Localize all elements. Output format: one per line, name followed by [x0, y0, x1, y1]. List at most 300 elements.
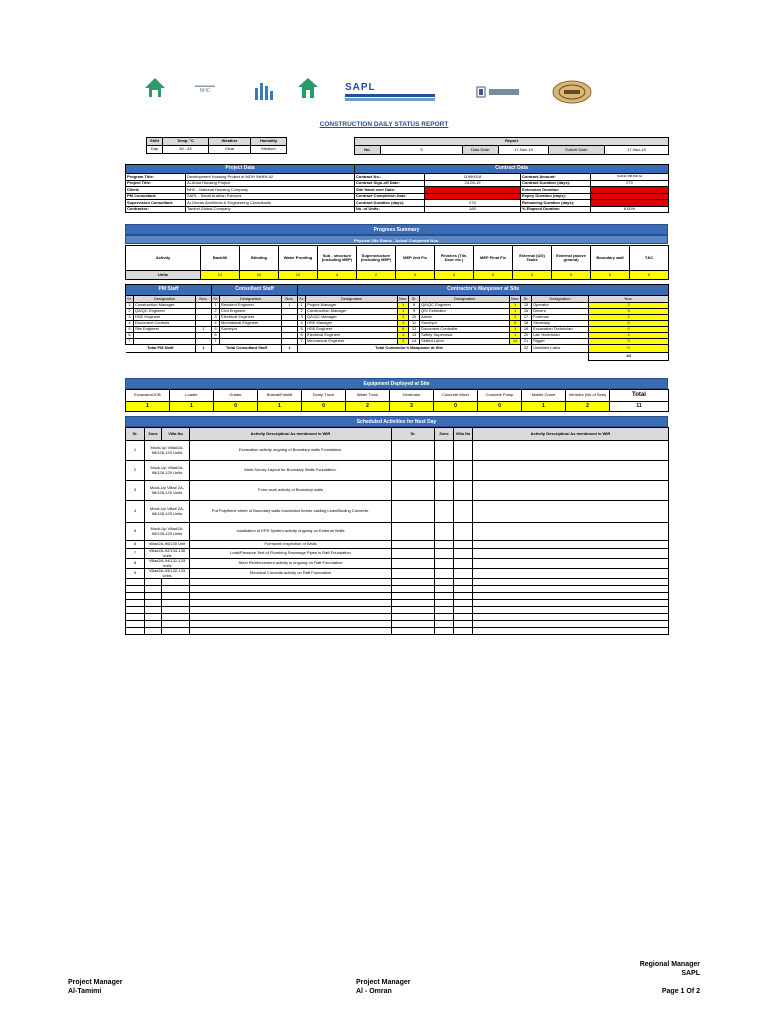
condition-value: Clear	[209, 146, 251, 154]
manpower-designation: Surveyor	[420, 321, 510, 327]
signature-right	[620, 960, 700, 979]
progress-activity: External (above ground)	[552, 246, 591, 271]
manpower-count: 1	[510, 309, 521, 315]
manpower-sr: 6	[212, 333, 220, 339]
manpower-designation: Electrical Engineer	[220, 315, 282, 321]
submit-date-value: 17-Nov-19	[605, 146, 669, 155]
manpower-sr: 2	[212, 309, 220, 315]
sr-header: Sr.	[213, 295, 218, 301]
scheduled-column-header: Activity Description/ As mentioned in WIR	[190, 428, 392, 441]
manpower-sr: 20	[521, 333, 532, 339]
manpower-count: 2	[589, 315, 669, 321]
nos-header: Nos.	[399, 295, 408, 301]
scheduled-blank	[392, 628, 435, 635]
equipment-type: Loader	[170, 390, 214, 402]
manpower-count: 1	[282, 303, 298, 309]
scheduled-sr: 1	[126, 441, 145, 461]
scheduled-row	[126, 441, 669, 461]
scheduled-blank	[145, 628, 162, 635]
scheduled-sr: 7	[126, 549, 145, 559]
designation-header: Designation	[306, 296, 398, 303]
progress-value: 0	[396, 271, 435, 280]
manpower-sr: 19	[521, 327, 532, 333]
activity-label: Activity	[126, 246, 201, 271]
contract-field-value: 180	[425, 206, 521, 213]
scheduled-blank	[435, 569, 454, 579]
project-field-value: Al-Ahsa Housing Project	[186, 180, 355, 187]
total-contractor-label: Total Contractor's Manpower at Site	[298, 345, 521, 353]
manpower-designation: Excavation Technician	[532, 327, 589, 333]
scheduled-blank	[454, 541, 473, 549]
scheduled-blank	[454, 441, 473, 461]
manpower-sr: 1	[298, 303, 306, 309]
scheduled-empty-row	[126, 593, 669, 600]
manpower-count: 2	[510, 321, 521, 327]
scheduled-blank	[454, 600, 473, 607]
manpower-count: 1	[398, 315, 409, 321]
sr-header: Sr.	[127, 295, 132, 301]
contract-data-title: Contract Data	[355, 165, 669, 174]
equipment-type: Mobile Crane	[522, 390, 566, 402]
manpower-sr: 6	[298, 333, 306, 339]
manpower-sr: 7	[298, 339, 306, 345]
manpower-designation: Surveyor	[220, 327, 282, 333]
signature-org: SAPL	[681, 970, 700, 978]
scheduled-blank	[126, 586, 145, 593]
project-field-value: Development Housing Project of MOH /NHFA #2	[186, 174, 355, 181]
scheduled-blank	[454, 621, 473, 628]
scheduled-activity: Mark Survey Layout for Boundary Walls Foundation.	[190, 461, 392, 481]
scheduled-empty-row	[126, 628, 669, 635]
scheduled-empty-row	[126, 614, 669, 621]
scheduled-blank	[162, 628, 190, 635]
nos-header: Nos.	[589, 296, 669, 303]
contract-field-label: Contract Duration (days):	[521, 180, 591, 187]
nos-header: Nos.	[282, 296, 298, 303]
manpower-count: 1	[510, 327, 521, 333]
progress-activity: Finishes (Tile, Door etc.)	[435, 246, 474, 271]
scheduled-blank	[392, 600, 435, 607]
scheduled-row	[126, 501, 669, 523]
project-field-label: Supervision Consultant:	[126, 200, 186, 207]
scheduled-column-header: Sr.	[392, 428, 435, 441]
progress-summary-subtitle: Physical Site Status - Actual Completed Nos.	[125, 235, 668, 244]
scheduled-blank	[454, 523, 473, 541]
equipment-type: Bobcat/Forklift	[258, 390, 302, 402]
manpower-sr: 5	[126, 327, 134, 333]
scheduled-blank	[392, 593, 435, 600]
manpower-sr: 7	[126, 339, 134, 345]
manpower-designation: Secretary	[532, 321, 589, 327]
development-housing-logo-icon	[290, 72, 326, 104]
manpower-count: 1	[398, 321, 409, 327]
scheduled-empty-row	[126, 600, 669, 607]
project-field-value: SAPL - Saudi Arabian Parsons	[186, 193, 355, 200]
scheduled-blank	[392, 559, 435, 569]
progress-value: 10	[279, 271, 318, 280]
condition-value: 30 - 45	[163, 146, 209, 154]
equipment-count: 3	[390, 402, 434, 412]
scheduled-blank	[190, 607, 392, 614]
manpower-sr: 22	[521, 345, 532, 353]
manpower-designation: Construction Manager	[306, 309, 398, 315]
equipment-count: 1	[170, 402, 214, 412]
scheduled-column-header: Zone	[145, 428, 162, 441]
scheduled-column-header: Villa No	[454, 428, 473, 441]
scheduled-blank	[190, 621, 392, 628]
manpower-designation: Document Controller	[420, 327, 510, 333]
nos-header: Nos.	[196, 296, 212, 303]
scheduled-blank	[435, 461, 454, 481]
manpower-sr: 18	[521, 321, 532, 327]
scheduled-empty-row	[126, 579, 669, 586]
sapl-logo-icon: SAPL	[345, 80, 440, 102]
manpower-sr: 11	[409, 321, 420, 327]
scheduled-blank	[473, 579, 669, 586]
progress-value: 10	[240, 271, 279, 280]
scheduled-blank	[145, 586, 162, 593]
scheduled-table	[125, 427, 669, 635]
scheduled-blank	[162, 614, 190, 621]
scheduled-blank	[190, 614, 392, 621]
signature-org: Al - Omran	[356, 988, 392, 996]
scheduled-blank	[190, 579, 392, 586]
scheduled-villa: Mock-Up Villa# 2A-98/128-129 Units	[145, 501, 190, 523]
pm-staff-title: PM Staff	[126, 285, 212, 296]
manpower-sr: 12	[409, 327, 420, 333]
progress-activity: Superstructure (including MEP)	[357, 246, 396, 271]
scheduled-blank	[435, 628, 454, 635]
scheduled-blank	[126, 607, 145, 614]
manpower-designation: HSE Engineer	[306, 327, 398, 333]
manpower-designation: Document Controls	[134, 321, 196, 327]
site-conditions-table	[146, 137, 287, 154]
scheduled-blank	[454, 501, 473, 523]
scheduled-blank	[392, 549, 435, 559]
progress-value: 0	[474, 271, 513, 280]
equipment-type: Generator	[390, 390, 434, 402]
scheduled-blank	[126, 579, 145, 586]
scheduled-blank	[392, 461, 435, 481]
manpower-designation: Skilled Labor	[420, 339, 510, 345]
scheduled-blank	[126, 614, 145, 621]
scheduled-villa: Mock-Up Villa# 2A-98/128-129 Units	[145, 481, 190, 501]
equipment-total-value: 11	[610, 402, 669, 412]
scheduled-blank	[392, 569, 435, 579]
scheduled-blank	[435, 441, 454, 461]
contract-field-value: 11990018	[425, 174, 521, 181]
scheduled-villa: Mock-Up Villa#2A-98/128-129 Units	[145, 523, 190, 541]
contract-field-label: Contract Duration (days):	[355, 200, 425, 207]
scheduled-villa: Mock-Up Villa#2A-98/128-129 Units	[145, 441, 190, 461]
scheduled-blank	[454, 549, 473, 559]
scheduled-activity: Excavation activity ongoing of Boundary walls Foundation.	[190, 441, 392, 461]
scheduled-blank	[473, 586, 669, 593]
progress-activity: MEP Final Fix	[474, 246, 513, 271]
scheduled-blank	[473, 559, 669, 569]
scheduled-blank	[392, 501, 435, 523]
scheduled-blank	[126, 628, 145, 635]
scheduled-villa: Villa#2A-92/134-136 Units	[145, 549, 190, 559]
scheduled-row	[126, 541, 669, 549]
scheduled-blank	[435, 593, 454, 600]
manpower-count: 0	[398, 327, 409, 333]
manpower-sr: 17	[521, 315, 532, 321]
scheduled-blank	[473, 549, 669, 559]
scheduled-column-header: Activity Description/ As mentioned in WIR	[473, 428, 669, 441]
manpower-designation: QA/QC Manager	[306, 315, 398, 321]
manpower-count: 1	[196, 327, 212, 333]
manpower-count: 1	[398, 309, 409, 315]
manpower-sr: 3	[212, 315, 220, 321]
manpower-sr: 10	[409, 315, 420, 321]
progress-activity: MEP 2nd Fix	[396, 246, 435, 271]
scheduled-empty-row	[126, 621, 669, 628]
equipment-count: 0	[434, 402, 478, 412]
signature-role: Regional Manager	[639, 961, 700, 968]
scheduled-blank	[126, 593, 145, 600]
scheduled-blank	[162, 621, 190, 628]
scheduled-activity: Installation of EPS System activity ongoing on External Walls	[190, 523, 392, 541]
progress-activity: T&C	[630, 246, 669, 271]
national-housing-company-logo-icon: ▬▬▬▬ NHC	[195, 82, 215, 94]
scheduled-row	[126, 559, 669, 569]
manpower-designation: Mechanical Engineer	[306, 339, 398, 345]
manpower-designation: Project Manager	[306, 303, 398, 309]
scheduled-activity: Form work activity of Boundary walls	[190, 481, 392, 501]
signature-middle	[356, 978, 410, 997]
project-data-title: Project Data	[126, 165, 355, 174]
manpower-count: 2	[589, 303, 669, 309]
manpower-sr: 3	[126, 315, 134, 321]
total-consultant-value: 1	[282, 345, 298, 353]
scheduled-villa: Villa#2A-94/132-133 Units	[145, 569, 190, 579]
condition-header: Humidity	[251, 138, 287, 146]
progress-activity: Boundary wall	[591, 246, 630, 271]
equipment-type: Excavator/JCB	[126, 390, 170, 402]
manpower-sr: 9	[409, 309, 420, 315]
contract-field-label: Extension Duration	[521, 187, 591, 194]
scheduled-row	[126, 549, 669, 559]
progress-activity: Blinding	[240, 246, 279, 271]
equipment-type: Dump Truck	[302, 390, 346, 402]
manpower-sr: 6	[126, 333, 134, 339]
manpower-designation: QA/QC Engineer	[420, 303, 510, 309]
progress-activity: Sub - structure (including MEP)	[318, 246, 357, 271]
equipment-count: 1	[258, 402, 302, 412]
signature-role: Project Manager	[356, 979, 411, 986]
scheduled-blank	[162, 586, 190, 593]
signature-left	[68, 978, 122, 997]
manpower-count: 2	[589, 333, 669, 339]
progress-value: 0	[513, 271, 552, 280]
scheduled-empty-row	[126, 607, 669, 614]
manpower-designation: Admin	[420, 315, 510, 321]
manpower-sr: 8	[409, 303, 420, 309]
equipment-count: 2	[346, 402, 390, 412]
manpower-table	[125, 284, 669, 361]
manpower-sr: 2	[298, 309, 306, 315]
manpower-sr: 1	[212, 303, 220, 309]
contract-field-label: Contract Completion Date:	[355, 193, 425, 200]
manpower-count: 14	[510, 339, 521, 345]
scheduled-blank	[435, 600, 454, 607]
scheduled-blank	[454, 559, 473, 569]
progress-activity: Water Proofing	[279, 246, 318, 271]
contract-field-label: Expiry Duration (days):	[521, 193, 591, 200]
scheduled-blank	[145, 614, 162, 621]
total-pm-label: Total PM Staff	[126, 345, 196, 353]
scheduled-blank	[454, 579, 473, 586]
scheduled-blank	[392, 523, 435, 541]
scheduled-blank	[162, 600, 190, 607]
equipment-type: Water Truck	[346, 390, 390, 402]
scheduled-column-header: Zone	[435, 428, 454, 441]
manpower-count: 0	[589, 327, 669, 333]
nos-header: Nos.	[511, 295, 520, 301]
designation-header: Designation	[532, 296, 589, 303]
scheduled-blank	[126, 600, 145, 607]
report-no-value: 5	[381, 146, 463, 155]
scheduled-blank	[435, 541, 454, 549]
scheduled-column-header: Villa No	[162, 428, 190, 441]
scheduled-blank	[162, 579, 190, 586]
condition-header: Weather	[209, 138, 251, 146]
scheduled-sr: 2	[126, 461, 145, 481]
scheduled-blank	[190, 628, 392, 635]
scheduled-blank	[392, 621, 435, 628]
scheduled-blank	[435, 614, 454, 621]
scheduled-blank	[473, 523, 669, 541]
signature-org: Al-Tamimi	[68, 988, 102, 996]
report-title: CONSTRUCTION DAILY STATUS REPORT	[319, 121, 449, 128]
manpower-designation: Unskilled Labor	[532, 345, 589, 353]
manpower-sr: 4	[212, 321, 220, 327]
equipment-count: 1	[126, 402, 170, 412]
scheduled-blank	[190, 586, 392, 593]
equipment-header: Equipment Deployed at Site	[125, 378, 668, 389]
progress-value: 0	[552, 271, 591, 280]
manpower-sr: 1	[126, 303, 134, 309]
page-number: Page 1 Of 2	[661, 988, 700, 995]
contract-field-label: Contract No.:	[355, 174, 425, 181]
scheduled-blank	[190, 593, 392, 600]
scheduled-villa: Villa#2A-94/132-133 Units	[145, 559, 190, 569]
manpower-sr: 21	[521, 339, 532, 345]
designation-header: Designation	[420, 296, 510, 303]
scheduled-row	[126, 461, 669, 481]
scheduled-blank	[162, 607, 190, 614]
scheduled-blank	[473, 481, 669, 501]
scheduled-blank	[435, 586, 454, 593]
manpower-count: 0	[589, 345, 669, 353]
equipment-count: 2	[566, 402, 610, 412]
total-contractor-value: 44	[589, 353, 669, 361]
nhc-towers-logo-icon	[250, 78, 278, 102]
equipment-count: 0	[478, 402, 522, 412]
scheduled-blank	[145, 607, 162, 614]
progress-value: 0	[630, 271, 669, 280]
scheduled-blank	[435, 607, 454, 614]
sr-header: Sr.	[409, 296, 420, 303]
scheduled-blank	[145, 600, 162, 607]
equipment-count: 0	[302, 402, 346, 412]
scheduled-blank	[435, 549, 454, 559]
manpower-sr: 5	[212, 327, 220, 333]
scheduled-row	[126, 523, 669, 541]
progress-activity: External (UG) Tanks	[513, 246, 552, 271]
scheduled-activity: Leak/Pressure Test of Plumbing Sewarage Pipes in Raft Foundation	[190, 549, 392, 559]
manpower-designation: Electrical Engineer	[306, 333, 398, 339]
contract-field-value: 8.00%	[591, 206, 669, 213]
scheduled-blank	[392, 441, 435, 461]
report-meta-table	[354, 137, 669, 155]
tamimi-seal-logo-icon	[552, 79, 592, 105]
scheduled-blank	[392, 614, 435, 621]
manpower-sr: 7	[212, 339, 220, 345]
contract-field-label: No. of Units:	[355, 206, 425, 213]
contract-field-value: SAR40,358,890.62	[591, 174, 669, 181]
manpower-designation: Rigger	[532, 339, 589, 345]
scheduled-row	[126, 569, 669, 579]
manpower-designation: HSE Manager	[306, 321, 398, 327]
progress-value: 4	[318, 271, 357, 280]
scheduled-blank	[392, 607, 435, 614]
signature-role: Project Manager	[68, 979, 123, 986]
scheduled-sr: 6	[126, 541, 145, 549]
scheduled-blank	[454, 461, 473, 481]
scheduled-blank	[454, 481, 473, 501]
scheduled-blank	[145, 593, 162, 600]
contractor-manpower-title: Contractor's Manpower at Site	[298, 285, 669, 296]
manpower-designation: QS/ Estimator	[420, 309, 510, 315]
scheduled-blank	[473, 628, 669, 635]
contract-field-label: Contract Amount:	[521, 174, 591, 181]
manpower-count: 0	[589, 339, 669, 345]
contract-field-label: % Elapsed Duration	[521, 206, 591, 213]
scheduled-blank	[473, 541, 669, 549]
scheduled-activity: Put Polythene sheet of Boundary walls foundation before casting Lean/Binding Concrete.	[190, 501, 392, 523]
project-field-value: Al-Omran Architects & Engineering Consultants	[186, 200, 355, 207]
scheduled-blank	[473, 501, 669, 523]
scheduled-villa: Mock-Up Villa#2A-98/128-129 Units	[145, 461, 190, 481]
contract-field-value: 270	[425, 200, 521, 207]
condition-value: Medium	[251, 146, 287, 154]
manpower-designation: Mechanical Engineer	[220, 321, 282, 327]
equipment-type: Vehicles (No of Sets)	[566, 390, 610, 402]
scheduled-blank	[190, 600, 392, 607]
scheduled-sr: 5	[126, 523, 145, 541]
scheduled-sr: 3	[126, 481, 145, 501]
manpower-count: 0	[589, 321, 669, 327]
contract-field-label: Site Hand over Date:	[355, 187, 425, 194]
sr-header: Sr.	[521, 296, 532, 303]
scheduled-blank	[162, 593, 190, 600]
designation-header: Designation	[220, 296, 282, 303]
manpower-sr: 4	[298, 321, 306, 327]
scheduled-blank	[454, 569, 473, 579]
scheduled-blank	[435, 523, 454, 541]
manpower-count: 1	[510, 333, 521, 339]
al-mobark-logo-icon	[472, 84, 522, 100]
designation-header: Designation	[134, 296, 196, 303]
project-contract-table	[125, 164, 669, 213]
scheduled-blank	[145, 579, 162, 586]
equipment-table	[125, 389, 669, 412]
scheduled-blank	[454, 607, 473, 614]
project-field-label: Project Title:	[126, 180, 186, 187]
manpower-designation: Safety Supervisor	[420, 333, 510, 339]
